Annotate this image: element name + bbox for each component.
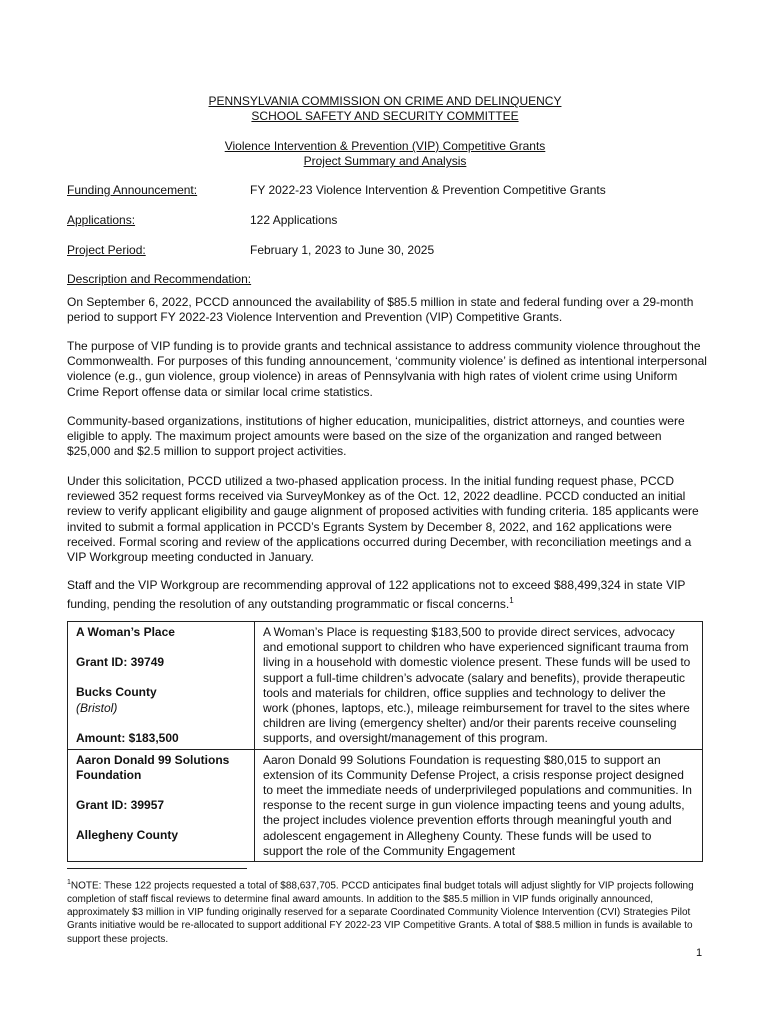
period-label: Project Period: xyxy=(67,243,146,257)
footnote-divider xyxy=(67,868,247,869)
paragraph-purpose: The purpose of VIP funding is to provide grants and technical assistance to address community violence throughout the Commonwealth. For purposes of this funding announcement, ‘community violence’ is defined as intentional interpersonal violence (e.g., gun violence, group violence) in areas of Pennsylvania with high rates of violent crime using Uniform Crime Report offense data or similar local crime statistics. xyxy=(67,339,707,399)
grants-table xyxy=(67,621,703,862)
grant-description: Aaron Donald 99 Solutions Foundation is requesting $80,015 to support an extension of its Community Defense Project, a crisis response project designed to meet the immediate needs of underprivileged populations and communities. In response to the recent surge in gun violence impacting teens and young adults, the project includes violence prevention efforts through meaningful youth and adolescent engagement in Allegheny County. These funds will be used to support the role of the Community Engagement xyxy=(255,749,703,861)
page-number: 1 xyxy=(696,947,703,959)
paragraph-announcement: On September 6, 2022, PCCD announced the availability of $85.5 million in state and federal funding over a 29-month period to support FY 2022-23 Violence Intervention and Prevention (VIP) Competitive Grants. xyxy=(67,295,694,325)
footnote xyxy=(67,876,707,946)
grant-county: Allegheny County xyxy=(76,828,179,843)
applications-label: Applications: xyxy=(67,213,136,227)
funding-label: Funding Announcement: xyxy=(67,183,198,197)
header-commission: PENNSYLVANIA COMMISSION ON CRIME AND DELINQUENCY xyxy=(208,94,562,108)
paragraph-recommendation xyxy=(67,578,707,612)
funding-value: FY 2022-23 Violence Intervention & Prevention Competitive Grants xyxy=(250,183,606,197)
paragraph-process: Under this solicitation, PCCD utilized a two-phased application process. In the initial funding request phase, PCCD reviewed 352 request forms received via SurveyMonkey as of the Oct. 12, 2022 deadline. PCCD conducted an initial review to verify applicant eligibility and gauge alignment of proposed activities with funding criteria. 185 applicants were invited to submit a formal application in PCCD’s Egrants System by December 8, 2022, and 162 applications were received. Formal scoring and review of the applications occurred during December, with reconciliation meetings and a VIP Workgroup meeting conducted in January. xyxy=(67,474,699,565)
applications-value: 122 Applications xyxy=(250,213,338,227)
grant-city: (Bristol) xyxy=(76,700,118,715)
grant-info-cell xyxy=(68,749,255,861)
paragraph-eligibility: Community-based organizations, institutions of higher education, municipalities, district attorneys, and counties were eligible to apply. The maximum project amounts were based on the size of the organization and ranged between $25,000 and $2.5 million to support project activities. xyxy=(67,414,685,459)
header-program: Violence Intervention & Prevention (VIP) Competitive Grants xyxy=(224,139,546,153)
table-row xyxy=(68,622,703,750)
grant-id: Grant ID: 39749 xyxy=(76,655,165,670)
grantee-name: A Woman’s Place xyxy=(76,625,175,639)
table-row xyxy=(68,749,703,861)
grantee-name: Aaron Donald 99 Solutions Foundation xyxy=(76,752,230,782)
grant-description: A Woman’s Place is requesting $183,500 to provide direct services, advocacy and emotional support to children who have experienced significant trauma from living in a household with domestic violence present. These funds will be used to support a full-time children’s advocate (salary and benefits), provide therapeutic tools and materials for children, office supplies and technology to deliver the work (phones, laptops, etc.), mileage reimbursement for travel to the sites where children are living (emergency shelter) and/or their parents receive counseling supports, and oversight/management of this program. xyxy=(255,622,703,750)
header-committee: SCHOOL SAFETY AND SECURITY COMMITTEE xyxy=(251,109,519,123)
grant-info-cell xyxy=(68,622,255,750)
description-heading: Description and Recommendation: xyxy=(67,272,252,286)
period-value: February 1, 2023 to June 30, 2025 xyxy=(250,243,435,257)
footnote-reference: 1 xyxy=(509,596,514,606)
recommendation-text: Staff and the VIP Workgroup are recommending approval of 122 applications not to exceed $88,499,324 in state VIP funding, pending the resolution of any outstanding programmatic or fiscal concerns. xyxy=(67,578,686,612)
grant-amount: Amount: $183,500 xyxy=(76,730,179,745)
grant-id: Grant ID: 39957 xyxy=(76,798,165,813)
footnote-marker: 1 xyxy=(67,879,71,886)
header-summary: Project Summary and Analysis xyxy=(303,154,467,168)
footnote-text: NOTE: These 122 projects requested a total of $88,637,705. PCCD anticipates final budget totals will adjust slightly for VIP projects following completion of staff fiscal reviews to determine final award amounts. In addition to the $85.5 million in VIP funds originally announced, approximately $3 million in VIP funding originally reserved for a separate Coordinated Community Violence Intervention (CVI) Strategies Pilot Grants initiative would be re-allocated to support additional FY 2022-23 VIP Competitive Grants. A total of $88.5 million in funds is available to support these projects. xyxy=(67,880,694,945)
grant-county: Bucks County xyxy=(76,685,157,700)
